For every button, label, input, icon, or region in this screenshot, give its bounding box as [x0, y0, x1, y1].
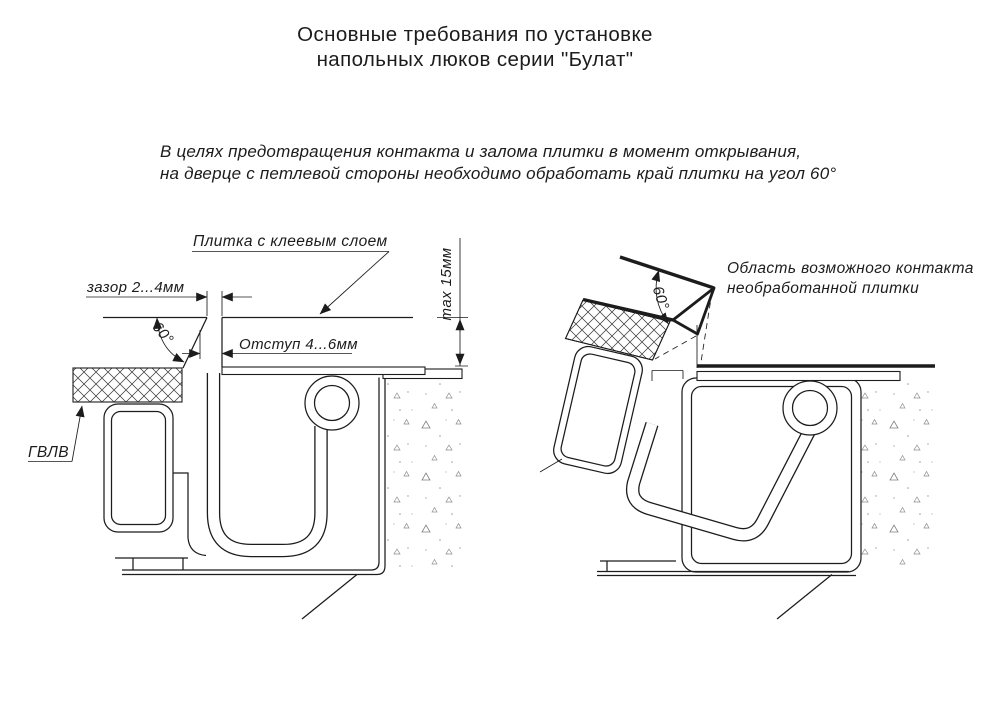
offset-label: Отступ 4...6мм — [239, 336, 358, 353]
bevel-angle — [148, 318, 184, 362]
concrete-hatching — [386, 378, 462, 568]
note-line-1: В целях предотвращения контакта и залома плитки в момент открывания, — [160, 142, 802, 161]
beveled-tile-edge — [183, 318, 207, 369]
closed-hatch-view — [28, 233, 468, 619]
gap-label: зазор 2...4мм — [87, 279, 185, 296]
thickness-label: max 15мм — [438, 247, 455, 321]
contact-callout — [727, 260, 974, 297]
door-sheet — [222, 367, 425, 375]
break-line — [302, 575, 357, 620]
board-callout — [28, 406, 82, 462]
contact-label-line-2: необработанной плитки — [727, 280, 920, 297]
contact-label-line-1: Область возможного контакта — [727, 260, 974, 277]
note-line-2: на дверце с петлевой стороны необходимо обработать край плитки на угол 60° — [160, 164, 837, 183]
concrete-hatching — [861, 381, 935, 565]
tile-callout — [192, 233, 389, 314]
door-tube — [551, 344, 645, 476]
bevel-angle-label: 60° — [148, 318, 177, 348]
hinge-barrel — [305, 376, 359, 430]
break-line — [777, 575, 832, 620]
tile-adhesive-hatch — [73, 368, 182, 402]
hinge-barrel — [783, 381, 837, 435]
contact-angle-label: 60° — [648, 284, 673, 313]
latch-strip — [173, 473, 206, 556]
frame-flange — [697, 372, 900, 381]
hinge-arm-tube — [633, 424, 812, 535]
thickness-dimension — [438, 238, 460, 366]
tile-projection-line — [620, 257, 714, 288]
contact-triangle — [673, 288, 714, 334]
door-tube — [104, 404, 173, 532]
open-hatch-view — [540, 257, 974, 619]
board-label: ГВЛВ — [28, 444, 69, 461]
gap-dimension — [86, 279, 252, 359]
offset-dimension — [182, 336, 358, 354]
door-break-line — [540, 459, 562, 472]
tile-label: Плитка с клеевым слоем — [193, 233, 388, 250]
title-line-2: напольных люков серии "Булат" — [316, 48, 634, 71]
drawing-header — [160, 23, 836, 183]
title-line-1: Основные требования по установке — [297, 23, 653, 46]
